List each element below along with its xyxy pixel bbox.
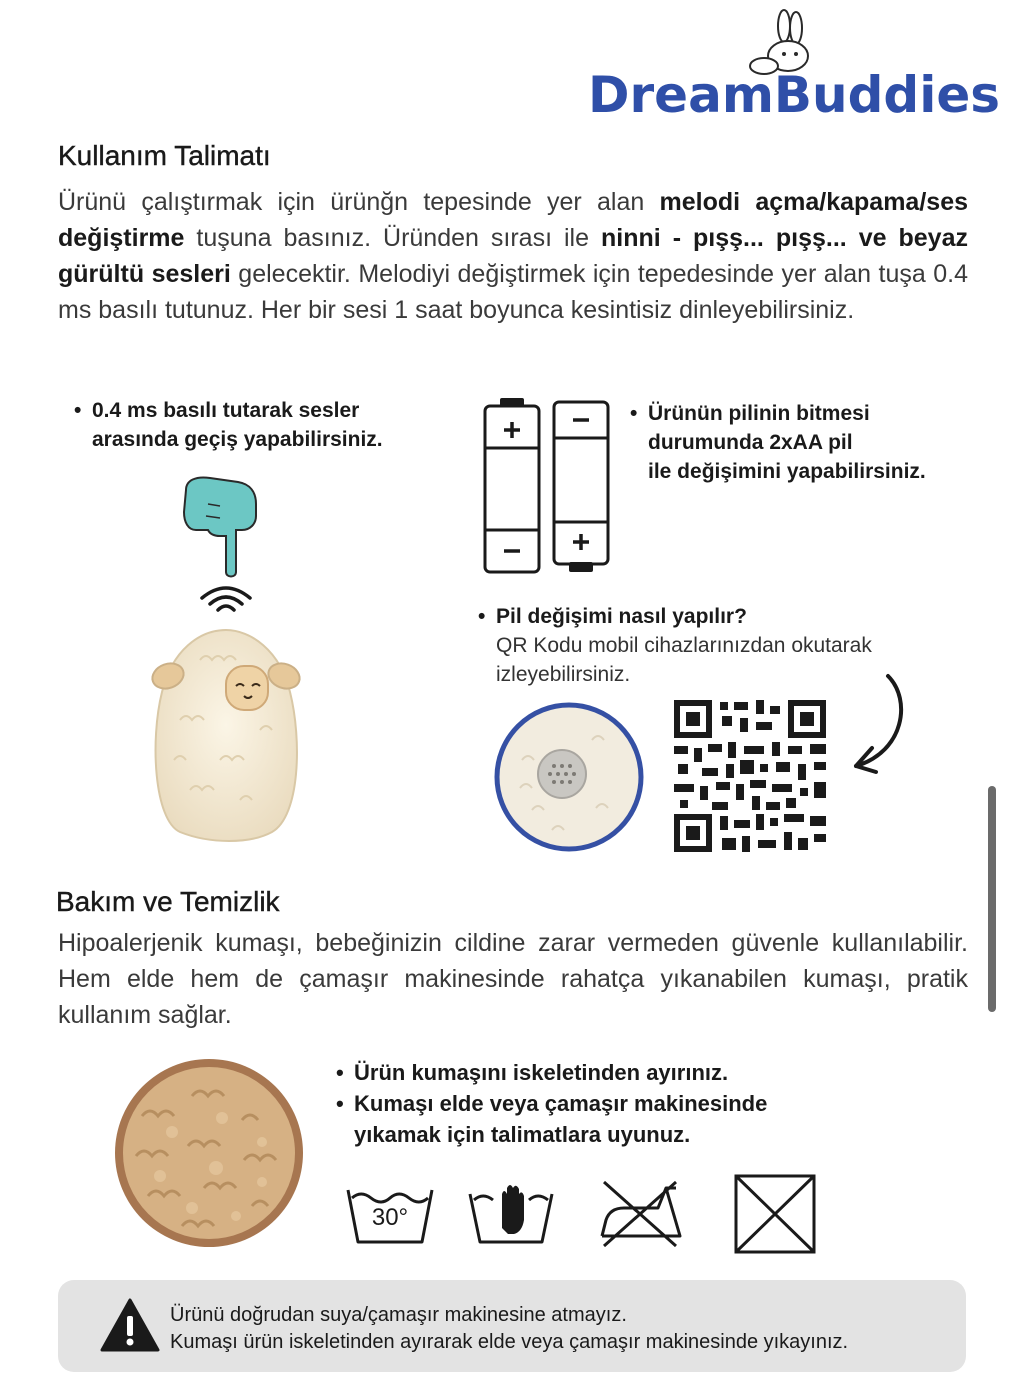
usage-paragraph-part: Ürünü çalıştırmak için ürünğn tepesinde yer alan xyxy=(58,188,660,216)
warning-icon xyxy=(100,1298,160,1352)
care-bullets: • Ürün kumaşını iskeletinden ayırınız. • Kumaşı elde veya çamaşır makinesinde yıkamak için talimatlara uyunuz. xyxy=(336,1057,767,1150)
fabric-swatch-image xyxy=(112,1056,306,1250)
signal-icon xyxy=(198,584,254,614)
care-paragraph: Hipoalerjenik kumaşı, bebeğinizin cildine zarar vermeden güvenle kullanılabilir. Hem elde hem de çamaşır makinesinde rahatça yıkanabilen kumaşı, pratik kullanım sağlar. xyxy=(58,929,968,1029)
battery-change-line3: izleyebilirsiniz. xyxy=(496,663,631,686)
hand-wash-icon xyxy=(466,1180,556,1246)
battery-tip-line2: durumunda 2xAA pil xyxy=(648,431,853,454)
pointing-hand-icon xyxy=(180,476,260,580)
usage-title: Kullanım Talimatı xyxy=(58,140,271,171)
brand-name: DreamBuddies xyxy=(588,66,1001,124)
battery-change-heading: Pil değişimi nasıl yapılır? xyxy=(496,605,747,628)
no-iron-icon xyxy=(596,1176,684,1252)
wash-temp-label: 30° xyxy=(371,1204,409,1231)
warning-line1: Ürünü doğrudan suya/çamaşır makinesine atmayız. xyxy=(170,1304,627,1326)
care-title: Bakım ve Temizlik xyxy=(56,886,280,917)
warning-box xyxy=(58,1280,966,1372)
battery-tip-line1: Ürünün pilinin bitmesi xyxy=(648,402,870,425)
sheep-plush-image xyxy=(140,620,310,845)
care-bullet1: Ürün kumaşını iskeletinden ayırınız. xyxy=(354,1060,729,1085)
battery-change-line2: QR Kodu mobil cihazlarınızdan okutarak xyxy=(496,634,872,657)
warning-text xyxy=(170,1302,848,1356)
usage-paragraph xyxy=(58,184,968,328)
curved-arrow-icon xyxy=(842,670,914,778)
warning-line2: Kumaşı ürün iskeletinden ayırarak elde veya çamaşır makinesinde yıkayınız. xyxy=(170,1331,849,1353)
no-tumble-dry-icon xyxy=(730,1170,820,1258)
battery-tip-line3: ile değişimini yapabilirsiniz. xyxy=(648,460,926,483)
care-bullet2-line1: Kumaşı elde veya çamaşır makinesinde xyxy=(354,1091,768,1116)
battery-tip: • Ürünün pilinin bitmesi durumunda 2xAA pil ile değişimini yapabilirsiniz. xyxy=(630,399,926,486)
qr-code[interactable] xyxy=(672,698,828,854)
speaker-closeup-image xyxy=(492,700,646,854)
battery-icon xyxy=(480,396,614,576)
usage-paragraph-part: melodi açma/kapama/ses değiştirme xyxy=(58,188,968,252)
scrollbar-thumb[interactable] xyxy=(988,786,996,1012)
care-bullet2-line2: yıkamak için talimatlara uyunuz. xyxy=(354,1122,691,1147)
battery-change-tip: • Pil değişimi nasıl yapılır? QR Kodu mobil cihazlarınızdan okutarak izleyebilirsiniz. xyxy=(478,602,872,689)
switch-tip: • 0.4 ms basılı tutarak sesler arasında geçiş yapabilirsiniz. xyxy=(74,396,383,454)
wash-30-icon xyxy=(344,1184,436,1246)
usage-paragraph-part: tuşuna basınız. Üründen sırası ile xyxy=(184,224,602,252)
brand-logo xyxy=(588,8,1001,124)
usage-paragraph-part: ninni - pışş... pışş... ve beyaz gürültü sesleri xyxy=(58,224,968,288)
switch-tip-line2: arasında geçiş yapabilirsiniz. xyxy=(92,428,383,451)
usage-paragraph-part: gelecektir. Melodiyi değiştirmek için tepedesinde yer alan tuşa 0.4 ms basılı tutunuz. Her bir sesi 1 saat boyunca kesintisiz dinleyebilirsiniz. xyxy=(58,260,969,324)
switch-tip-line1: 0.4 ms basılı tutarak sesler xyxy=(92,399,360,422)
